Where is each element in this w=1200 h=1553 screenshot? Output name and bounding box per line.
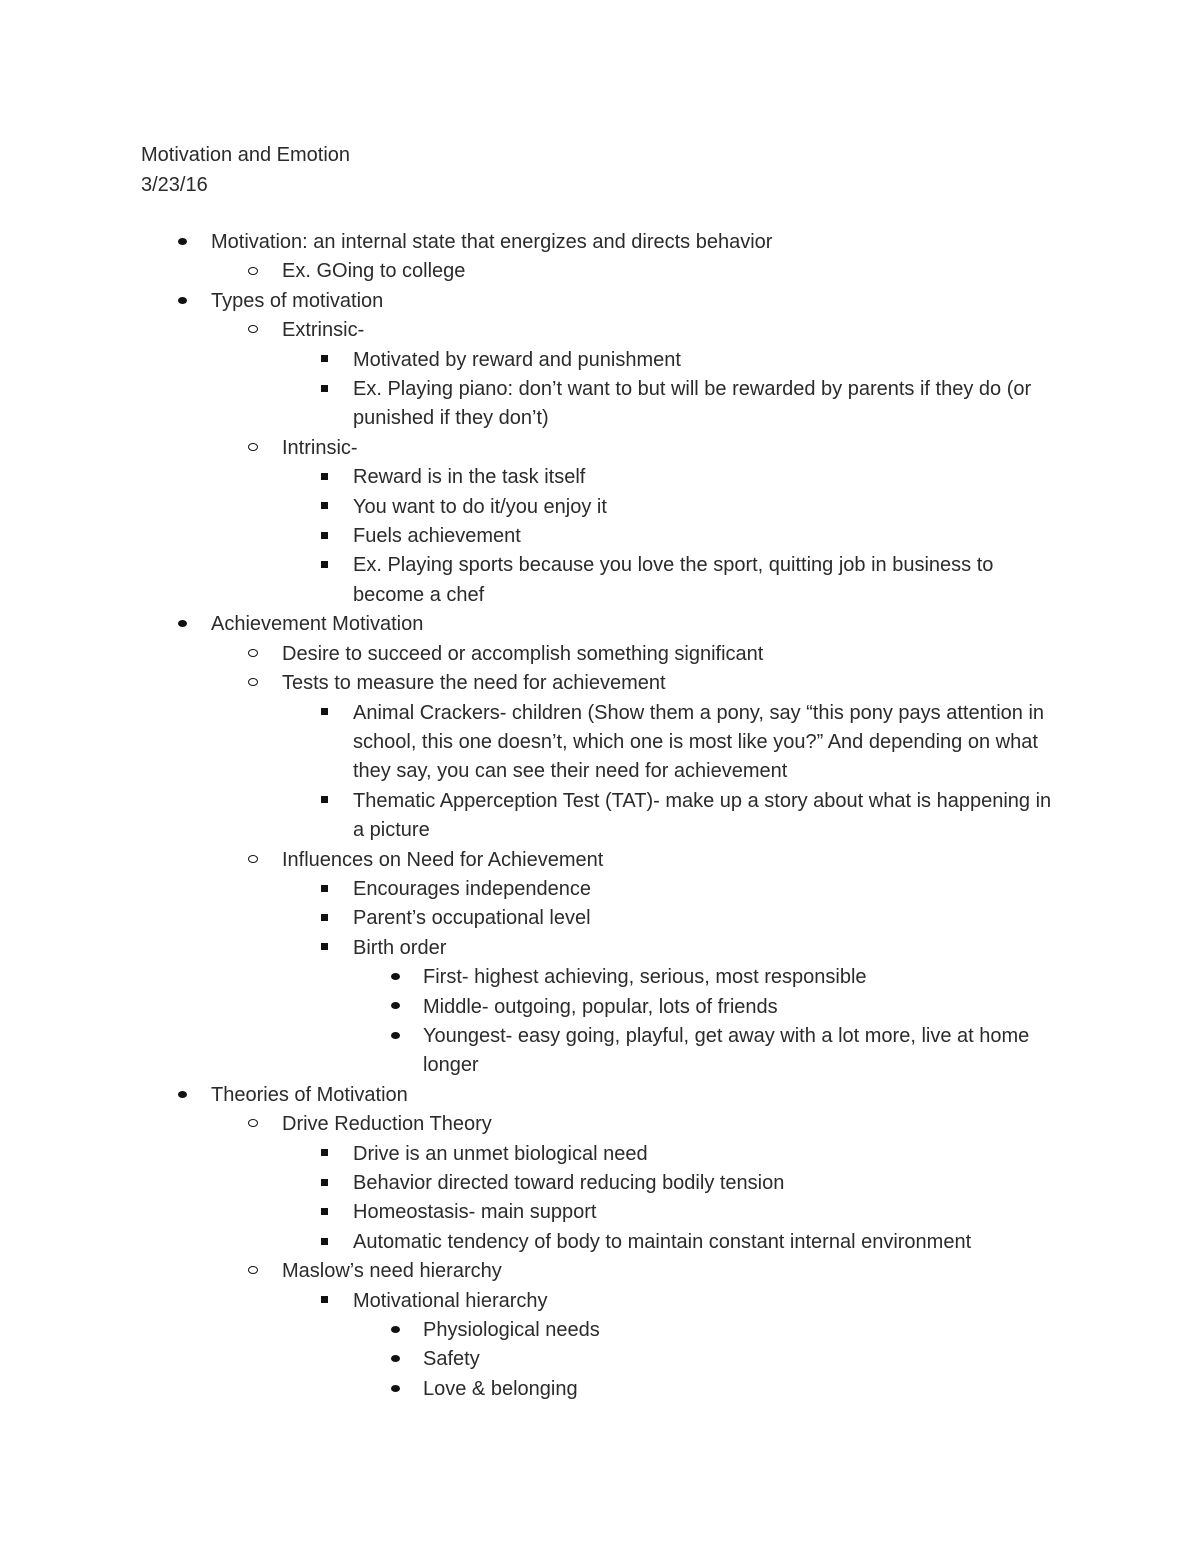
list-item	[0, 1140, 1200, 1169]
circle-bullet-icon	[243, 1257, 263, 1286]
square-bullet-icon	[314, 934, 334, 963]
list-item	[0, 1287, 1200, 1316]
square-bullet-icon	[314, 875, 334, 904]
list-item	[0, 787, 1200, 846]
list-item-text: Fuels achievement	[353, 525, 521, 548]
list-item	[0, 257, 1200, 286]
list-item-text: Desire to succeed or accomplish something significant	[282, 642, 764, 665]
list-item	[0, 1110, 1200, 1139]
list-item	[0, 1022, 1200, 1081]
list-item	[0, 522, 1200, 551]
list-item	[0, 1375, 1200, 1404]
list-item	[0, 551, 1200, 610]
list-item	[0, 316, 1200, 345]
list-item	[0, 963, 1200, 992]
square-bullet-icon	[314, 375, 334, 404]
list-item-text: Motivation: an internal state that energizes and directs behavior	[211, 231, 773, 253]
list-item-text: Birth order	[353, 936, 447, 959]
list-item	[0, 1169, 1200, 1198]
square-bullet-icon	[314, 699, 334, 728]
circle-bullet-icon	[243, 1110, 263, 1139]
list-item-text: Middle- outgoing, popular, lots of friends	[423, 995, 778, 1018]
list-item	[0, 1081, 1200, 1110]
list-item	[0, 1316, 1200, 1345]
list-item-text: Love & belonging	[423, 1377, 578, 1400]
list-item	[0, 875, 1200, 904]
square-bullet-icon	[314, 551, 334, 580]
list-item-text: Extrinsic-	[282, 319, 365, 342]
list-item-text: You want to do it/you enjoy it	[353, 495, 607, 518]
bullet-icon	[385, 1345, 405, 1374]
list-item-text: Ex. GOing to college	[282, 260, 466, 283]
list-item	[0, 1228, 1200, 1257]
list-item-text: Animal Crackers- children (Show them a pony, say “this pony pays attention in school, this one doesn’t, which one is most like you?” And depending on what they say, you can see their need for achievement	[353, 701, 1045, 783]
list-item-text: Safety	[423, 1348, 480, 1371]
circle-bullet-icon	[243, 257, 263, 286]
square-bullet-icon	[314, 1287, 334, 1316]
bullet-icon	[172, 610, 192, 639]
bullet-icon	[385, 1375, 405, 1404]
list-item-text: Drive is an unmet biological need	[353, 1142, 648, 1165]
document-date: 3/23/16	[141, 174, 208, 196]
list-item	[0, 346, 1200, 375]
list-item-text: Influences on Need for Achievement	[282, 848, 604, 871]
bullet-icon	[385, 963, 405, 992]
list-item-text: Ex. Playing sports because you love the sport, quitting job in business to become a chef	[353, 554, 994, 606]
list-item	[0, 1345, 1200, 1374]
bullet-icon	[172, 1081, 192, 1110]
list-item-text: Physiological needs	[423, 1319, 600, 1342]
list-item-text: Maslow’s need hierarchy	[282, 1260, 502, 1283]
list-item	[0, 493, 1200, 522]
list-item-text: Encourages independence	[353, 877, 591, 900]
list-item-text: First- highest achieving, serious, most responsible	[423, 966, 867, 989]
square-bullet-icon	[314, 1198, 334, 1227]
list-item	[0, 375, 1200, 434]
square-bullet-icon	[314, 522, 334, 551]
document-title: Motivation and Emotion	[141, 144, 351, 166]
list-item	[0, 904, 1200, 933]
list-item-text: Tests to measure the need for achievement	[282, 672, 666, 695]
list-item-text: Thematic Apperception Test (TAT)- make up a story about what is happening in a picture	[353, 789, 1052, 842]
notes-list	[0, 228, 1200, 1404]
bullet-icon	[385, 1316, 405, 1345]
list-item	[0, 287, 1200, 316]
list-item-text: Motivated by reward and punishment	[353, 348, 681, 371]
list-item-text: Ex. Playing piano: don’t want to but will be rewarded by parents if they do (or punished if they don’t)	[353, 378, 1032, 430]
list-item	[0, 1257, 1200, 1286]
circle-bullet-icon	[243, 434, 263, 463]
bullet-icon	[172, 228, 192, 257]
list-item-text: Parent’s occupational level	[353, 907, 591, 930]
square-bullet-icon	[314, 1169, 334, 1198]
square-bullet-icon	[314, 787, 334, 816]
circle-bullet-icon	[243, 316, 263, 345]
list-item-text: Youngest- easy going, playful, get away with a lot more, live at home longer	[423, 1024, 1030, 1077]
list-item	[0, 640, 1200, 669]
circle-bullet-icon	[243, 669, 263, 698]
list-item-text: Motivational hierarchy	[353, 1289, 548, 1312]
list-item-text: Types of motivation	[211, 289, 384, 312]
list-item	[0, 699, 1200, 787]
square-bullet-icon	[314, 904, 334, 933]
square-bullet-icon	[314, 346, 334, 375]
list-item	[0, 934, 1200, 963]
list-item-text: Automatic tendency of body to maintain constant internal environment	[353, 1230, 972, 1253]
circle-bullet-icon	[243, 640, 263, 669]
bullet-icon	[385, 993, 405, 1022]
list-item	[0, 463, 1200, 492]
list-item-text: Homeostasis- main support	[353, 1201, 597, 1224]
list-item-text: Achievement Motivation	[211, 613, 424, 636]
circle-bullet-icon	[243, 846, 263, 875]
list-item	[0, 1198, 1200, 1227]
square-bullet-icon	[314, 463, 334, 492]
square-bullet-icon	[314, 1140, 334, 1169]
list-item-text: Intrinsic-	[282, 436, 358, 459]
square-bullet-icon	[314, 493, 334, 522]
square-bullet-icon	[314, 1228, 334, 1257]
bullet-icon	[172, 287, 192, 316]
list-item	[0, 434, 1200, 463]
list-item	[0, 993, 1200, 1022]
bullet-icon	[385, 1022, 405, 1051]
list-item	[0, 669, 1200, 698]
list-item-text: Behavior directed toward reducing bodily tension	[353, 1172, 785, 1194]
list-item-text: Theories of Motivation	[211, 1083, 408, 1106]
list-item-text: Drive Reduction Theory	[282, 1113, 492, 1136]
list-item	[0, 846, 1200, 875]
list-item-text: Reward is in the task itself	[353, 466, 586, 489]
list-item	[0, 610, 1200, 639]
list-item	[0, 228, 1200, 257]
